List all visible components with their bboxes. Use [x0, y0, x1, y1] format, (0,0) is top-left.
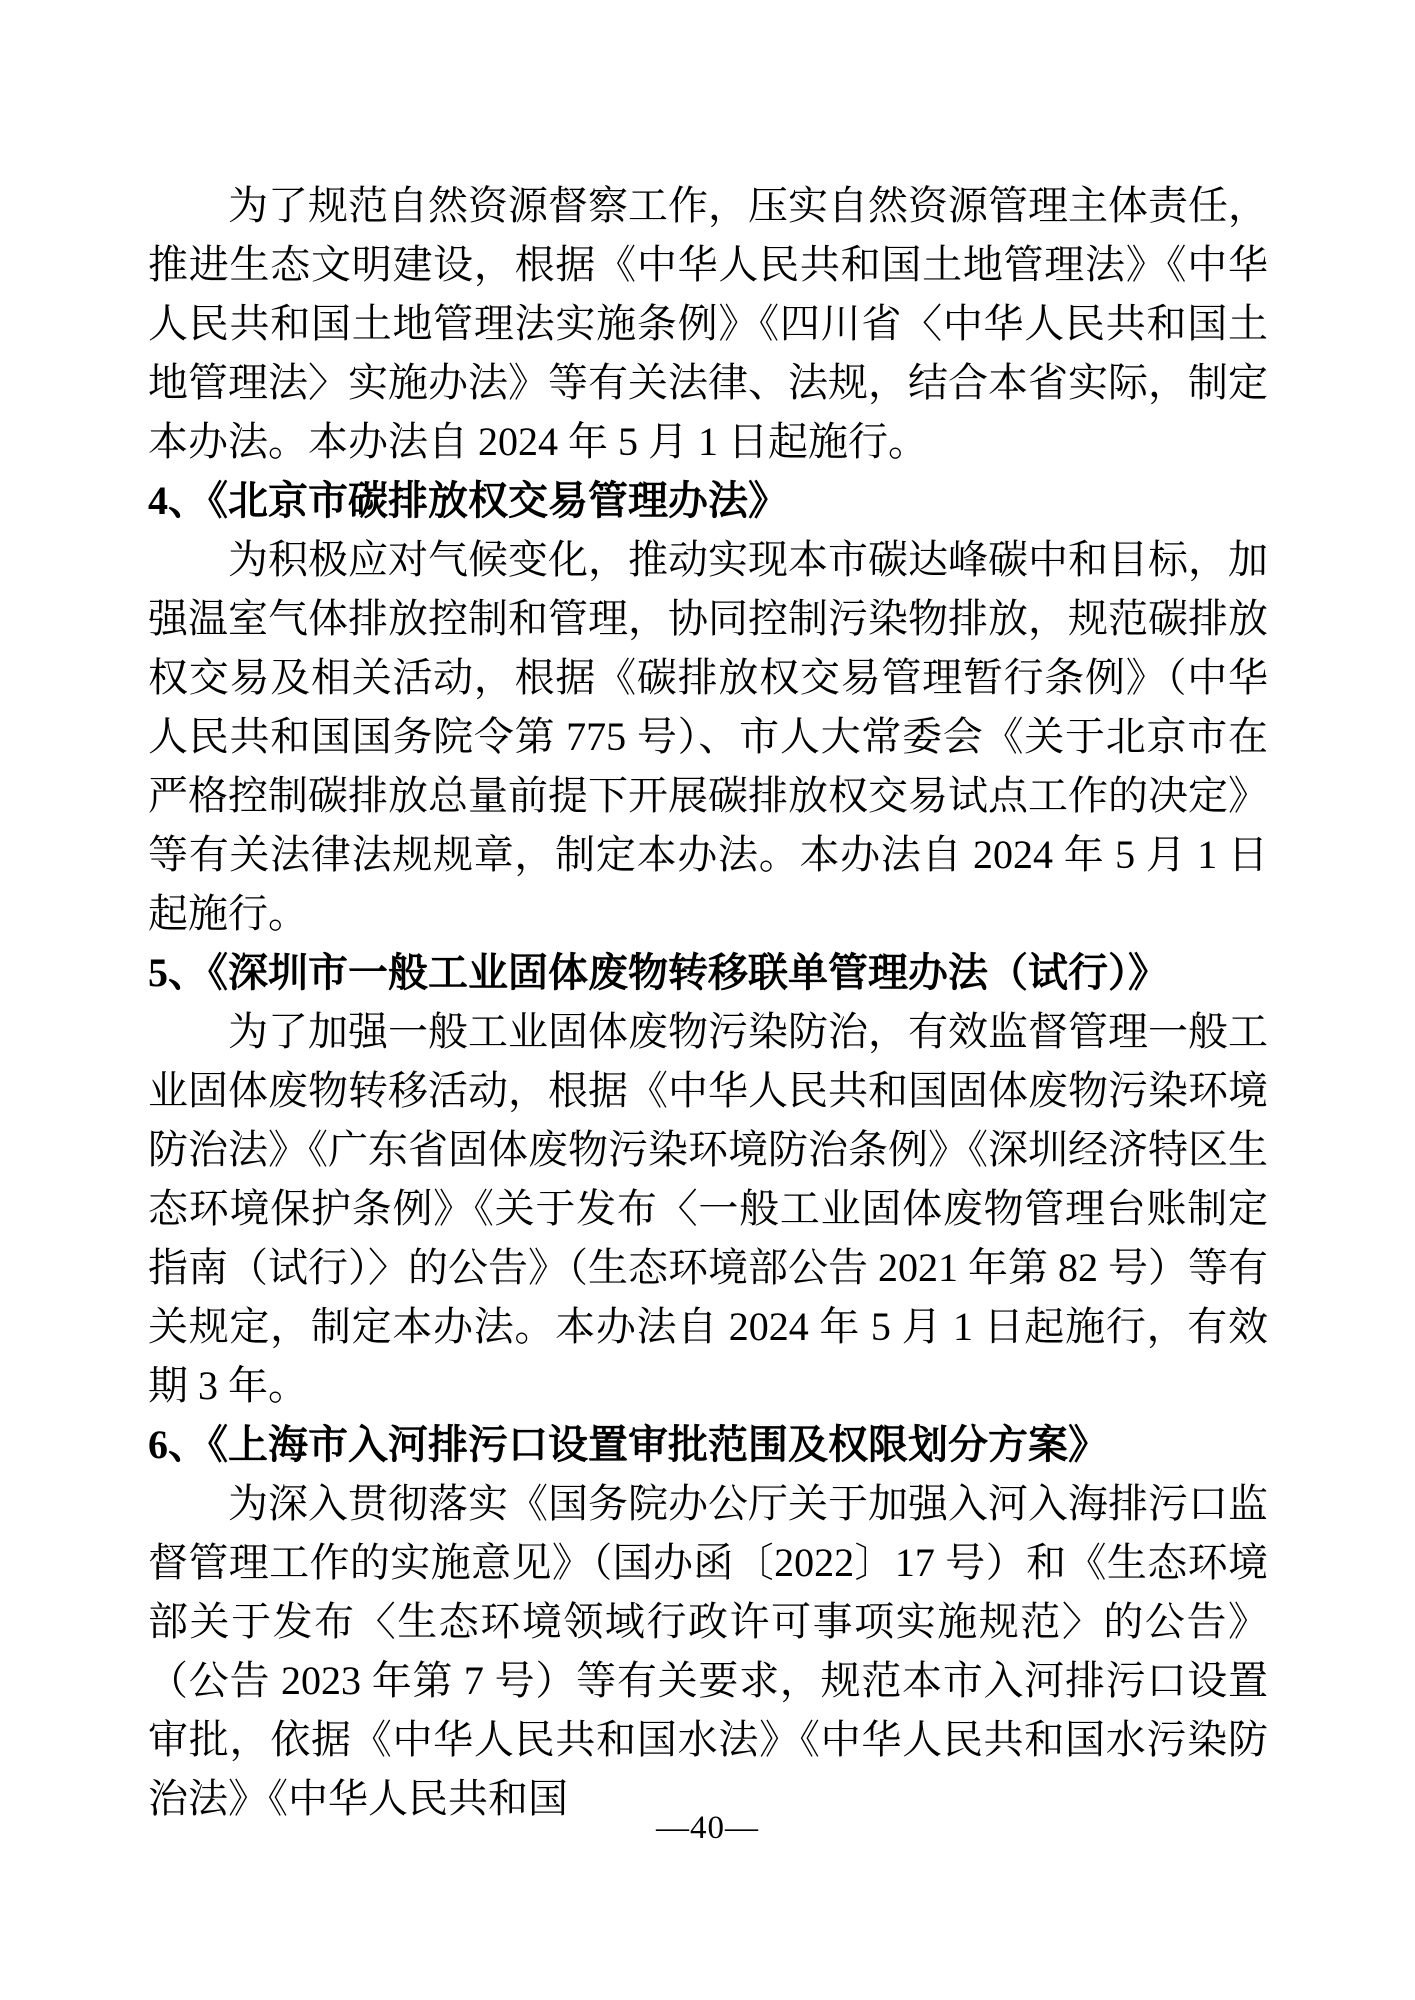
section-heading-item-4: 4、《北京市碳排放权交易管理办法》: [148, 478, 788, 523]
section-heading-item-5: 5、《深圳市一般工业固体废物转移联单管理办法（试行）》: [148, 950, 1168, 995]
document-body: [148, 176, 1268, 1828]
paragraph-sichuan-land-measures: 为了规范自然资源督察工作，压实自然资源管理主体责任，推进生态文明建设，根据《中华人民共和国土地管理法》《中华人民共和国土地管理法实施条例》《四川省〈中华人民共和国土地管理法〉实施办法》等有关法律、法规，结合本省实际，制定本办法。本办法自 2024 年 5 月 1 日起施行。: [148, 183, 1268, 464]
paragraph-shenzhen-solid-waste: 为了加强一般工业固体废物污染防治，有效监督管理一般工业固体废物转移活动，根据《中华人民共和国固体废物污染环境防治法》《广东省固体废物污染环境防治条例》《深圳经济特区生态环境保护条例》《关于发布〈一般工业固体废物管理台账制定指南（试行）〉的公告》（生态环境部公告 2021 年第 82 号）等有关规定，制定本办法。本办法自 2024 年 5 月 1 日起施行，有效期 3 年。: [148, 1009, 1268, 1408]
paragraph-shanghai-outfall-approval: 为深入贯彻落实《国务院办公厅关于加强入河入海排污口监督管理工作的实施意见》（国办函〔2022〕17 号）和《生态环境部关于发布〈生态环境领域行政许可事项实施规范〉的公告》（公告 2023 年第 7 号）等有关要求，规范本市入河排污口设置审批，依据《中华人民共和国水法》《中华人民共和国水污染防治法》《中华人民共和国: [148, 1481, 1268, 1821]
page-number: —40—: [656, 1810, 759, 1846]
paragraph-beijing-carbon-trading: 为积极应对气候变化，推动实现本市碳达峰碳中和目标，加强温室气体排放控制和管理，协同控制污染物排放，规范碳排放权交易及相关活动，根据《碳排放权交易管理暂行条例》（中华人民共和国国务院令第 775 号）、市人大常委会《关于北京市在严格控制碳排放总量前提下开展碳排放权交易试点工作的决定》等有关法律法规规章，制定本办法。本办法自 2024 年 5 月 1 日起施行。: [148, 537, 1268, 936]
section-heading-item-6: 6、《上海市入河排污口设置审批范围及权限划分方案》: [148, 1422, 1108, 1467]
